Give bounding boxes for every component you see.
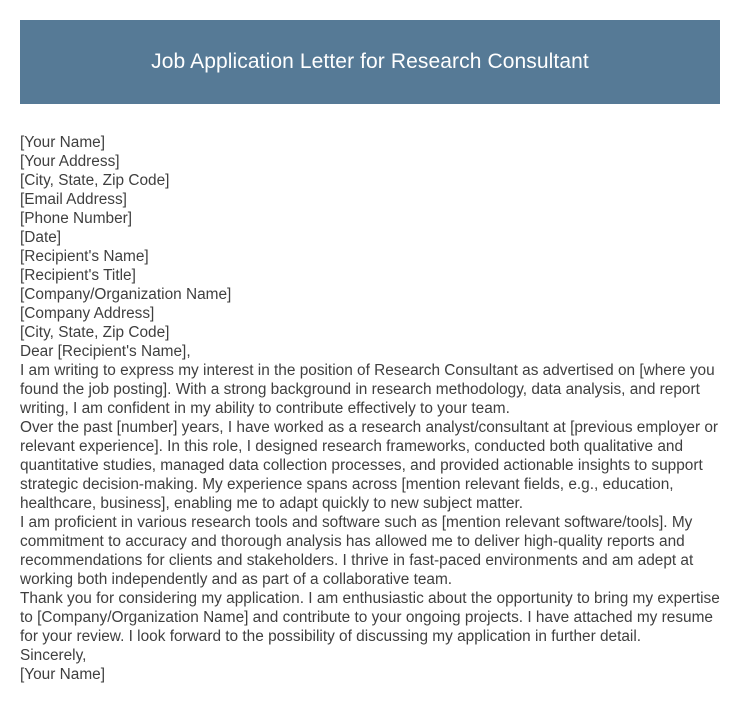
paragraph-skills: I am proficient in various research tools and software such as [mention relevant software/tools]. My commitment to accuracy and thorough analysis has allowed me to deliver high-quality reports and recommendations for clients and stakeholders. I thrive in fast-paced environments and am adept at working both independently and as part of a collaborative team. bbox=[20, 514, 694, 588]
page-title: Job Application Letter for Research Consultant bbox=[151, 50, 589, 73]
recipient-name: [Recipient's Name] bbox=[20, 248, 149, 265]
header-banner bbox=[20, 20, 720, 104]
closing: Sincerely, bbox=[20, 647, 87, 664]
salutation: Dear [Recipient's Name], bbox=[20, 343, 191, 360]
recipient-address: [Company Address] bbox=[20, 305, 155, 322]
letter-date: [Date] bbox=[20, 229, 62, 246]
signature: [Your Name] bbox=[20, 666, 105, 683]
paragraph-closing: Thank you for considering my application. I am enthusiastic about the opportunity to bring my expertise to [Company/Organization Name] and contribute to your ongoing projects. I have attached my resume for your review. I look forward to the possibility of discussing my application in further detail. bbox=[20, 590, 720, 645]
sender-email: [Email Address] bbox=[20, 191, 127, 208]
recipient-title: [Recipient's Title] bbox=[20, 267, 136, 284]
letter-body bbox=[20, 133, 720, 684]
sender-name: [Your Name] bbox=[20, 134, 105, 151]
sender-address: [Your Address] bbox=[20, 153, 120, 170]
sender-city-state-zip: [City, State, Zip Code] bbox=[20, 172, 170, 189]
paragraph-experience: Over the past [number] years, I have worked as a research analyst/consultant at [previous employer or relevant experience]. In this role, I designed research frameworks, conducted both qualitative and quantitative studies, managed data collection processes, and provided actionable insights to support strategic decision-making. My experience spans across [mention relevant fields, e.g., education, healthcare, business], enabling me to adapt quickly to new subject matter. bbox=[20, 419, 719, 512]
paragraph-intro: I am writing to express my interest in the position of Research Consultant as advertised on [where you found the job posting]. With a strong background in research methodology, data analysis, and report writing, I am confident in my ability to contribute effectively to your team. bbox=[20, 362, 715, 417]
recipient-city-state-zip: [City, State, Zip Code] bbox=[20, 324, 170, 341]
sender-phone: [Phone Number] bbox=[20, 210, 133, 227]
recipient-company: [Company/Organization Name] bbox=[20, 286, 232, 303]
